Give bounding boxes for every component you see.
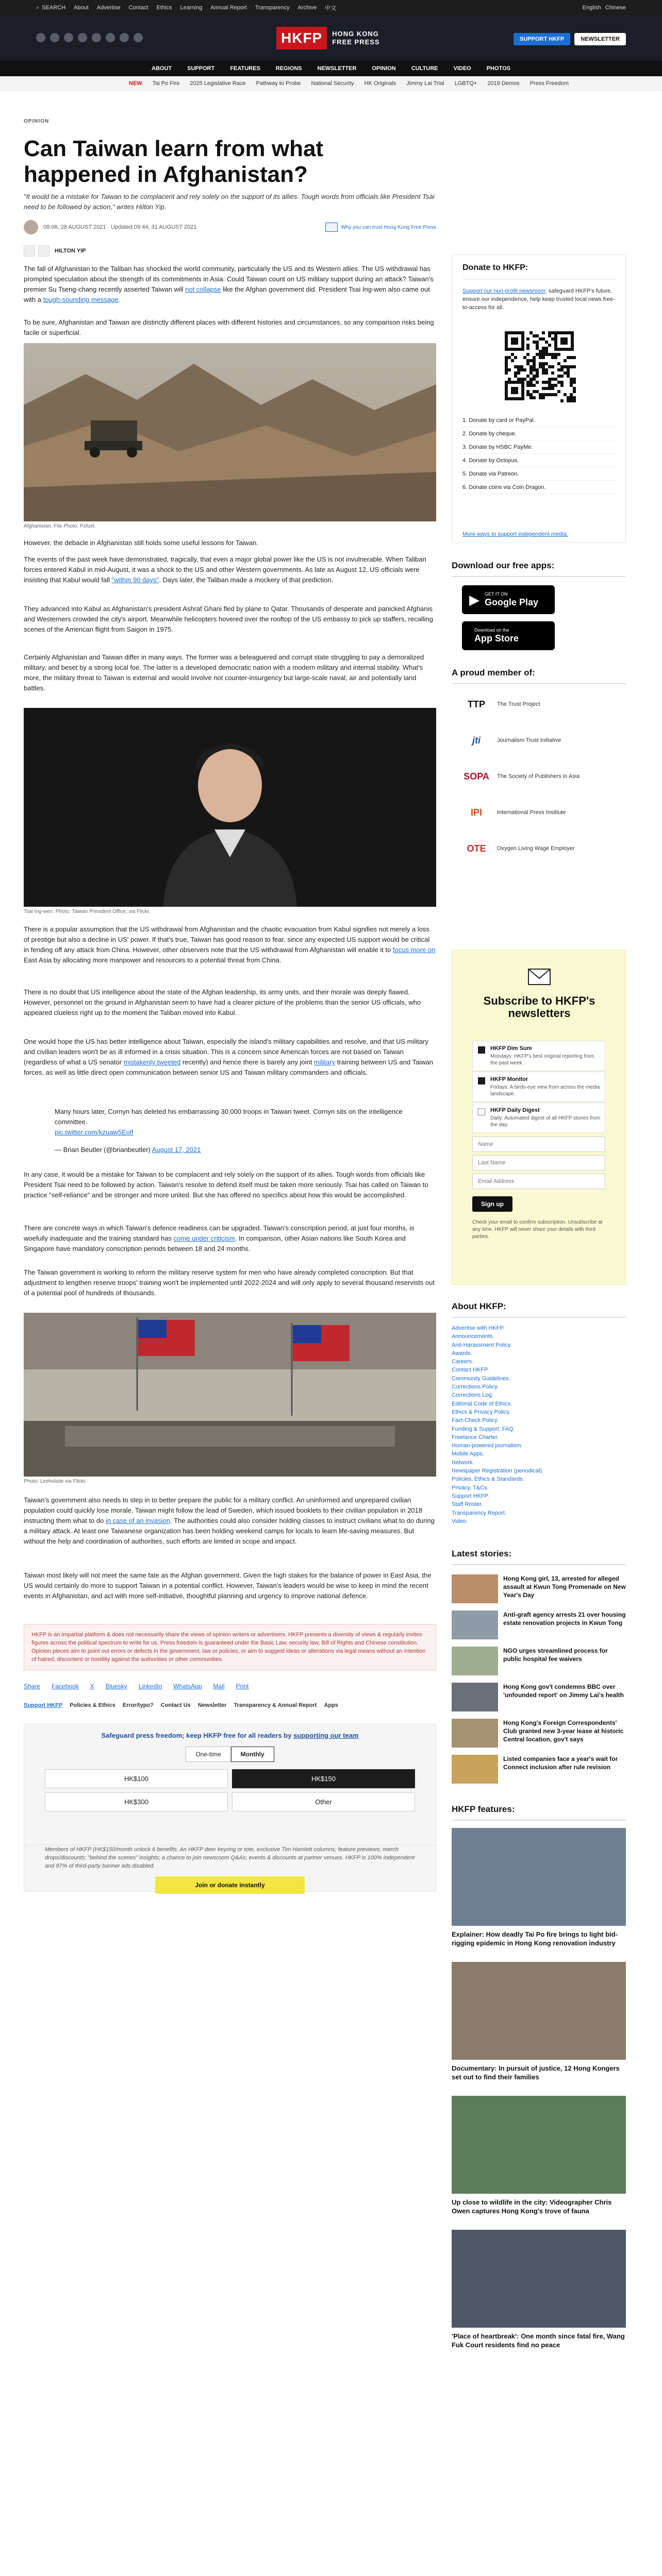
apps-link[interactable]: Apps — [324, 1702, 338, 1708]
checkbox-checked[interactable] — [478, 1077, 485, 1084]
feature-card[interactable]: 'Place of heartbreak': One month since fatal fire, Wang Fuk Court residents find no peace — [452, 2230, 626, 2349]
google-play-badge[interactable]: ▶ GET IT ON Google Play — [462, 585, 555, 614]
lang-chinese[interactable]: Chinese — [605, 5, 626, 11]
article-paragraph: However, the debacle in Afghanistan still holds some useful lessons for Taiwan. — [24, 539, 259, 547]
latest-title: Latest stories: — [452, 1549, 512, 1558]
social-links — [36, 33, 143, 42]
topbar-link-contact[interactable]: Contact — [128, 5, 148, 11]
envelope-icon — [526, 964, 552, 990]
trending-link[interactable]: LGBTQ+ — [454, 80, 477, 87]
donate-title: Donate to HKFP: — [462, 263, 528, 272]
topbar-link-transparency[interactable]: Transparency — [255, 5, 290, 11]
article-paragraph: One would hope the US has better intelligence about Taiwan, especially the island's military capabilities and resolve, and that US military and civilian leaders won't be as ill informed in a crisis situation. This is a concern since American forces are not based on Taiwan (regardless of what a US senator mistakenly tweeted recently) and hence there is barely any joint military training between US and Taiwan forces, as well as little direct open communication between senior US and Taiwan military commanders and officials. — [24, 1038, 433, 1076]
threads-icon[interactable] — [92, 33, 101, 42]
donate-method[interactable]: 2. Donate by cheque. — [462, 427, 616, 440]
author-share-bar — [24, 245, 86, 257]
about-link[interactable]: Newspaper Registration (periodical). — [452, 1468, 543, 1475]
share-square-icon[interactable] — [24, 245, 35, 257]
join-donate-button[interactable]: Join or donate instantly — [155, 1876, 305, 1894]
latest-story[interactable]: Anti-graft agency arrests 21 over housing estate renovation projects in Kwun Tong — [452, 1611, 626, 1641]
top-utility-bar — [0, 0, 662, 15]
newsletter-option[interactable]: HKFP Daily Digest Daily: Automated digest of all HKFP stories from the day. — [472, 1103, 605, 1133]
amount-options — [45, 1769, 415, 1811]
topbar-link-about[interactable]: About — [74, 5, 89, 11]
article-category[interactable]: OPINION — [24, 118, 49, 124]
topbar-link-archive[interactable]: Archive — [297, 5, 317, 11]
living-wage-icon: OTE — [467, 843, 486, 854]
share-bluesky[interactable]: Bluesky — [105, 1683, 127, 1690]
inline-link[interactable]: "within 90 days" — [111, 576, 159, 584]
share-whatsapp[interactable]: WhatsApp — [173, 1683, 202, 1690]
story-thumbnail — [452, 1755, 498, 1784]
about-link[interactable]: Privacy, T&Cs. — [452, 1484, 489, 1491]
nav-support[interactable]: SUPPORT — [187, 65, 215, 72]
support-hkfp-link[interactable]: Support HKFP — [24, 1702, 63, 1708]
topbar-link-annual-report[interactable]: Annual Report — [210, 5, 247, 11]
about-link[interactable]: Announcements. — [452, 1333, 494, 1340]
latest-story[interactable]: Hong Kong gov't condemns BBC over 'unfounded report' on Jimmy Lai's health — [452, 1683, 626, 1714]
features-title: HKFP features: — [452, 1804, 515, 1814]
donate-text: Support our non-profit newsroom: safeguard HKFP's future, ensure our independence, help keep trusted local news free-to-access for all. — [462, 288, 615, 311]
donate-methods — [462, 414, 616, 494]
article-paragraph: The events of the past week have demonstrated, tragically, that even a major global power like the US is not invulnerable. When Taliban forces entered Kabul in mid-August, it was a shock to the US and other Western governments. As late as August 12, US officials were insisting that Kabul would fall "within 90 days". Days later, the Taliban made a mockery of that prediction. — [24, 555, 426, 584]
article-photo-military — [24, 1313, 436, 1477]
trending-link[interactable]: Pathway to Probe — [256, 80, 301, 87]
about-title: About HKFP: — [452, 1301, 506, 1311]
app-store-badge[interactable]: Download on the App Store — [462, 621, 555, 650]
about-link[interactable]: Ethics & Privacy Policy. — [452, 1409, 511, 1415]
about-link[interactable]: Staff Roster. — [452, 1501, 483, 1508]
trust-project-icon: TTP — [468, 699, 485, 709]
nav-culture[interactable]: CULTURE — [411, 65, 438, 72]
about-link[interactable]: Funding & Support: FAQ. — [452, 1426, 515, 1432]
subscribe-title: Subscribe to HKFP's newsletters — [483, 994, 595, 1020]
about-link[interactable]: Mobile Apps. — [452, 1451, 484, 1458]
lang-english[interactable]: English — [582, 5, 601, 11]
trust-link[interactable]: Why you can trust Hong Kong Free Press — [325, 223, 436, 232]
story-thumbnail — [452, 1647, 498, 1675]
trending-link[interactable]: HK Originals — [364, 80, 396, 87]
article-headline: Can Taiwan learn from what happened in Afghanistan? — [24, 136, 324, 187]
divider — [452, 1820, 626, 1821]
tweet-text: Many hours later, Cornyn has deleted his embarrassing 30,000 troops in Taiwan tweet. Cornyn sits on the intelligence committee. — [55, 1108, 403, 1126]
donation-widget-footer — [24, 1845, 436, 1892]
author-avatar — [24, 220, 38, 234]
nav-opinion[interactable]: OPINION — [372, 65, 396, 72]
about-link[interactable]: Anti-Harassment Policy. — [452, 1342, 512, 1348]
trending-link[interactable]: Jimmy Lai Trial — [406, 80, 444, 87]
inline-link[interactable]: come under criticism — [173, 1234, 235, 1242]
feature-card[interactable]: Documentary: In pursuit of justice, 12 Hong Kongers set out to find their families — [452, 1962, 626, 2081]
nav-about[interactable]: ABOUT — [152, 65, 172, 72]
newsletter-option[interactable]: HKFP Dim Sum Mondays: HKFP's best original reporting from the past week. — [472, 1041, 605, 1071]
header-actions — [514, 33, 626, 45]
main-nav — [0, 61, 662, 76]
member-logo[interactable]: SOPA The Society of Publishers in Asia — [461, 767, 580, 786]
feature-image — [452, 2230, 626, 2328]
toggle-one-time[interactable]: One-time — [186, 1747, 230, 1762]
about-link[interactable]: Awards. — [452, 1350, 472, 1357]
donate-qr-code[interactable] — [501, 327, 578, 404]
more-ways-link[interactable]: More ways to support independent media. — [462, 531, 568, 537]
inline-link[interactable]: military — [313, 1058, 336, 1066]
article-paragraph: The Taiwan government is working to reform the military reserve system for men who have already completed conscription. But that adjustment to lengthen reserve troops' training won't be implemented until 2022-2024 and will only apply to several thousand reservists out of a potential pool of hundreds of thousands. — [24, 1268, 435, 1297]
feature-image — [452, 1962, 626, 2060]
story-thumbnail — [452, 1719, 498, 1748]
trending-link[interactable]: National Security — [311, 80, 354, 87]
trending-link[interactable]: Tai Po Fire — [152, 80, 180, 87]
donate-intro-link[interactable]: Support our non-profit newsroom — [462, 288, 545, 294]
facebook-icon[interactable] — [36, 33, 45, 42]
topbar-link-chinese[interactable]: 中文 — [325, 5, 337, 11]
about-link[interactable]: Corrections Policy. — [452, 1384, 499, 1391]
trending-link[interactable]: 2025 Legislative Race — [190, 80, 246, 87]
about-links — [452, 1324, 626, 1526]
photo-caption: Afghanistan. File Photo: Pxfuel. — [24, 523, 96, 529]
donate-headline: Safeguard press freedom; keep HKFP free for all readers by supporting our team — [101, 1732, 359, 1739]
article-paragraph: They advanced into Kabul as Afghanistan's president Ashraf Ghani fled by plane to Qatar. Thousands of desperate and panicked Afghanis and Westerners crowded the city's airport. Meanwhile helicopters hovered over the rooftop of the US embassy to pick up staffers, recalling scenes of the American flight from Saigon in 1975. — [24, 605, 433, 633]
about-link[interactable]: Freelance Charter. — [452, 1434, 499, 1440]
signup-button[interactable]: Sign up — [472, 1196, 512, 1212]
latest-story[interactable]: Hong Kong's Foreign Correspondents' Club granted new 3-year lease at historic Central location, gov't says — [452, 1719, 626, 1750]
article-paragraph: Taiwan most likely will not meet the same fate as the Afghan government. Given the high stakes for the balance of power in East Asia, the US would certainly do more to support Taiwan in a potential conflict. However, Taiwan's leaders would be wise to keep in mind the recent events in Afghanistan, and act with more self-initiative, thoughtful planning and urgency to improve national defence. — [24, 1571, 432, 1600]
article-paragraph: Certainly Afghanistan and Taiwan differ in many ways. The former was a beleaguered and corrupt state struggling to pay a demoralized military, and beset by a strong local foe. The latter is a developed democratic nation with a modern military and internal stability. What's more, the military threat to Taiwan is external and would involve not counter-insurgency but large-scale naval, air and potentially land battles. — [24, 653, 424, 692]
donate-headline-link[interactable]: supporting our team — [293, 1732, 359, 1739]
trending-bar — [0, 76, 662, 91]
about-link[interactable]: Advertise with HKFP. — [452, 1325, 505, 1331]
trending-link[interactable]: 2019 Demos — [487, 80, 520, 87]
article-paragraph: There are concrete ways in which Taiwan's defence readiness can be upgraded. Taiwan's conscription period, at just four months, is woefully inadequate and the training standard has come under criticism. In comparison, other Asian nations like South Korea and Singapore have mandatory conscription periods between 18 and 24 months. — [24, 1224, 415, 1252]
jti-icon: jti — [472, 735, 481, 745]
share-mail[interactable]: Mail — [213, 1683, 225, 1690]
article-paragraph: Taiwan's government also needs to step in to better prepare the public for a military conflict. An uninformed and unprepared civilian population could quickly lose morale. Taiwan might follow the lead of Sweden, which issued booklets to their civilian population in 2018 instructing them what to do in case of an invasion. The authorities could also consider holding classes to instruct civilians what to do during a military attack. At least one Taiwanese organization has been holding weekend camps for locals to learn life-saving measures. But without the help and coordination of authorities, such efforts are limited in scope and impact. — [24, 1496, 435, 1545]
feature-card[interactable]: Up close to wildlife in the city: Videographer Chris Owen captures Hong Kong's trove of fauna — [452, 2096, 626, 2215]
inline-link[interactable]: not collapse — [185, 285, 221, 293]
about-link[interactable]: Editorial Code of Ethics. — [452, 1400, 512, 1407]
share-links — [24, 1683, 436, 1690]
nav-regions[interactable]: REGIONS — [275, 65, 302, 72]
linkedin-icon[interactable] — [106, 33, 115, 42]
share-print[interactable]: Print — [236, 1683, 249, 1690]
email-input[interactable] — [472, 1174, 605, 1189]
logo-mark: HKFP — [276, 27, 327, 49]
about-link[interactable]: Careers. — [452, 1359, 474, 1365]
about-link[interactable]: Contact HKFP. — [452, 1367, 489, 1374]
rss-icon[interactable] — [134, 33, 143, 42]
youtube-icon[interactable] — [78, 33, 87, 42]
about-link[interactable]: Corrections Log. — [452, 1392, 493, 1399]
donate-method[interactable]: 1. Donate by card or PayPal. — [462, 414, 616, 427]
donate-method[interactable]: 6. Donate coins via Coin Dragon. — [462, 481, 616, 494]
topbar-link-learning[interactable]: Learning — [180, 5, 203, 11]
site-logo[interactable] — [276, 27, 380, 49]
search-icon: ⌕ — [36, 4, 40, 11]
amount-option[interactable]: HK$300 — [45, 1792, 228, 1811]
donate-method[interactable]: 4. Donate by Octopus. — [462, 454, 616, 467]
support-links-row — [24, 1702, 436, 1708]
about-link[interactable]: Support HKFP. — [452, 1493, 489, 1499]
photo-caption: Tsai Ing-wen. Photo: Taiwan President Office, via Flickr. — [24, 909, 151, 914]
article-paragraph: To be sure, Afghanistan and Taiwan are distinctly different places with different histories and circumstances, so any comparison risks being facile or superficial. — [24, 318, 434, 336]
article-photo-afghanistan — [24, 343, 436, 521]
embedded-tweet — [55, 1107, 416, 1155]
feature-card[interactable]: Explainer: How deadly Tai Po fire brings to light bid-rigging epidemic in Hong Kong renovation industry — [452, 1828, 626, 1947]
article-paragraph: In any case, it would be a mistake for Taiwan to be complacent and rely solely on the support of its allies. Tough words from officials like President Tsai need to be followed by action. Taiwan's resolve to defend itself must be taken more seriously. Tsai has called on Taiwan to practice "self-reliance" and be stronger and more united. But she has offered no specifics about how this would be accomplished. — [24, 1171, 428, 1199]
topbar-link-ethics[interactable]: Ethics — [156, 5, 172, 11]
story-thumbnail — [452, 1683, 498, 1711]
photo-caption: Photo: Leeholsite via Flickr. — [24, 1479, 87, 1484]
donation-widget — [24, 1724, 436, 1845]
story-thumbnail — [452, 1574, 498, 1603]
latest-story[interactable]: Listed companies face a year's wait for Connect inclusion after rule revision — [452, 1755, 626, 1786]
membership-note: Members of HKFP (HK$150/month unlock 6 benefits: An HKFP deer keyring or tote, exclusive Tim Hamlett columns; feature previews; merch drops/discounts; "behind the scenes" insights; a chance to join newsroom Q&As; events & discounts at partner venues. HKFP is 100% independent and 97% of third-party banner ads disabled. — [45, 1846, 415, 1869]
support-hkfp-button[interactable]: SUPPORT HKFP — [514, 33, 570, 45]
latest-story[interactable]: Hong Kong girl, 13, arrested for alleged assault at Kwun Tong Promenade on New Year's Day — [452, 1574, 626, 1605]
about-link[interactable]: Community Guidelines. — [452, 1375, 510, 1382]
donate-card — [452, 255, 626, 543]
newsletter-option[interactable]: HKFP Monitor Fridays: A birds-eye view from across the media landscape. — [472, 1072, 605, 1102]
donate-method[interactable]: 5. Donate via Patreon. — [462, 467, 616, 481]
divider — [452, 683, 626, 684]
article-photo-tsai — [24, 708, 436, 907]
about-link[interactable]: Network. — [452, 1459, 474, 1466]
checkbox[interactable] — [478, 1108, 485, 1115]
share-linkedin[interactable]: LinkedIn — [138, 1683, 162, 1690]
topbar-search[interactable]: ⌕ SEARCH — [36, 4, 66, 11]
newsletter-link[interactable]: Newsletter — [197, 1702, 227, 1708]
trending-link[interactable]: Press Freedom — [529, 80, 569, 87]
byline — [24, 219, 436, 235]
opinion-disclaimer: HKFP is an impartial platform & does not necessarily share the views of opinion writers or advertisers. HKFP presents a diversity of views & regularly invites figures across the political spectrum to write for us. Press freedom is guaranteed under the Basic Law, security law, Bill of Rights and Chinese constitution. Opinion pieces aim to point out errors or defects in the government, law or policies, or aim to suggest ideas or alterations via legal means without an intention of hatred, discontent or hostility against the authorities or other communities. — [24, 1624, 436, 1670]
checkbox-checked[interactable] — [478, 1046, 485, 1054]
nav-newsletter[interactable]: NEWSLETTER — [317, 65, 357, 72]
inline-link[interactable]: tough-sounding message — [43, 296, 119, 303]
nav-photos[interactable]: PHOTOS — [486, 65, 510, 72]
share-square-icon[interactable] — [38, 245, 49, 257]
first-name-input[interactable] — [472, 1137, 605, 1152]
feature-image — [452, 1828, 626, 1926]
share-link[interactable]: Share — [24, 1683, 41, 1690]
sopa-icon: SOPA — [464, 771, 489, 782]
about-link[interactable]: Policies, Ethics & Standards. — [452, 1476, 524, 1483]
amount-option[interactable]: HK$100 — [45, 1769, 228, 1788]
article-dates: 09:06, 28 AUGUST 2021 · Updated 09:44, 31 AUGUST 2021 — [43, 224, 197, 230]
about-link[interactable]: Human-powered journalism. — [452, 1443, 523, 1449]
share-facebook[interactable]: Facebook — [52, 1683, 79, 1690]
amount-option-selected[interactable]: HK$150 — [232, 1769, 415, 1788]
contact-link[interactable]: Contact Us — [160, 1702, 191, 1708]
new-label: NEW — [129, 80, 142, 87]
tweet-signature: — Brian Beutler (@brianbeutler) August 17, 2021 — [55, 1146, 201, 1154]
about-link[interactable]: Transparency Report. — [452, 1510, 506, 1516]
typo-link[interactable]: Error/typo? — [122, 1702, 154, 1708]
article-standfirst: "It would be a mistake for Taiwan to be complacent and rely solely on the support of its allies. Tough words from officials like President Tsai need to be followed by action," writes Hilton Yip. — [24, 193, 435, 211]
share-x[interactable]: X — [90, 1683, 94, 1690]
divider — [452, 1564, 626, 1565]
newsletter-button[interactable]: NEWSLETTER — [574, 33, 626, 45]
member-logo[interactable]: TTP The Trust Project — [461, 694, 540, 714]
x-icon[interactable] — [50, 33, 59, 42]
divider — [452, 1317, 626, 1318]
divider — [452, 576, 626, 577]
tweet-image-link[interactable]: pic.twitter.com/kzuaw5Eolf — [55, 1128, 134, 1136]
about-link[interactable]: Video. — [452, 1518, 468, 1524]
nav-features[interactable]: FEATURES — [230, 65, 260, 72]
about-link[interactable]: Fact-Check Policy. — [452, 1417, 499, 1424]
article-paragraph: The fall of Afghanistan to the Taliban has shocked the world community, particularly the US and its Western allies. The US withdrawal has prompted speculation about the strength of its commitments in Asia: Could Taiwan count on US military support during an attack? Taiwan's premier Su Tseng-chang recently asserted Taiwan will not collapse like the Afghan government did. President Tsai Ing-wen also came out with a tough-sounding message. — [24, 265, 434, 303]
member-logo[interactable]: OTE Oxygen Living Wage Employer — [461, 839, 575, 858]
site-header — [0, 15, 662, 61]
subscribe-note: Check your email to confirm subscription. Unsubscribe at any time. HKFP will never share your details with third parties. — [472, 1219, 603, 1240]
article-paragraph: There is no doubt that US intelligence about the state of the Afghan leadership, its army units, and their morale was deeply flawed. However, personnel on the ground in Afghanistan seem to have had a clearer picture of the problems than the senior US officials, who appeared clueless right up to the moment the Taliban moved into Kabul. — [24, 988, 421, 1016]
article-paragraph: There is a popular assumption that the US withdrawal from Afghanistan and the chaotic evacuation from Kabul signifies not merely a loss of prestige but also a decline in US' power. If that's true, Taiwan has good reason to fear, since any expected US support would be critical in fending off any attack from China. However, other observers note that the US withdrawal from Afghanistan will enable it to focus more on East Asia by allocating more manpower and resources to a potential threat from China. — [24, 925, 436, 964]
last-name-input[interactable] — [472, 1155, 605, 1171]
trust-badge-icon — [325, 223, 338, 232]
inline-link[interactable]: focus more on — [392, 946, 436, 954]
member-logo[interactable]: IPI International Press Institute — [461, 803, 566, 822]
policies-link[interactable]: Policies & Ethics — [70, 1702, 115, 1708]
inline-link[interactable]: mistakenly tweeted — [123, 1058, 181, 1066]
nav-video[interactable]: VIDEO — [453, 65, 471, 72]
toggle-monthly[interactable]: Monthly — [231, 1747, 274, 1762]
ipi-icon: IPI — [470, 807, 482, 818]
amount-option-other[interactable]: Other — [232, 1792, 415, 1811]
instagram-icon[interactable] — [64, 33, 73, 42]
author-name[interactable]: HILTON YIP — [55, 248, 86, 254]
frequency-toggle — [45, 1747, 415, 1762]
logo-wordmark: HONG KONG FREE PRESS — [332, 30, 380, 46]
story-thumbnail — [452, 1611, 498, 1639]
latest-story[interactable]: NGO urges streamlined process for public hospital fee waivers — [452, 1647, 626, 1677]
telegram-icon[interactable] — [120, 33, 129, 42]
topbar-link-advertise[interactable]: Advertise — [96, 5, 121, 11]
language-switcher — [583, 5, 626, 11]
donate-method[interactable]: 3. Donate by HSBC PayMe. — [462, 440, 616, 454]
transparency-link[interactable]: Transparency & Annual Report — [234, 1702, 317, 1708]
feature-image — [452, 2096, 626, 2194]
play-store-icon: ▶ — [469, 591, 479, 607]
apps-title: Download our free apps: — [452, 561, 555, 570]
member-logo[interactable]: jti Journalism Trust Initiative — [461, 731, 561, 750]
inline-link[interactable]: in case of an invasion — [105, 1517, 171, 1524]
member-title: A proud member of: — [452, 668, 535, 677]
tweet-date-link[interactable]: August 17, 2021 — [152, 1146, 201, 1154]
